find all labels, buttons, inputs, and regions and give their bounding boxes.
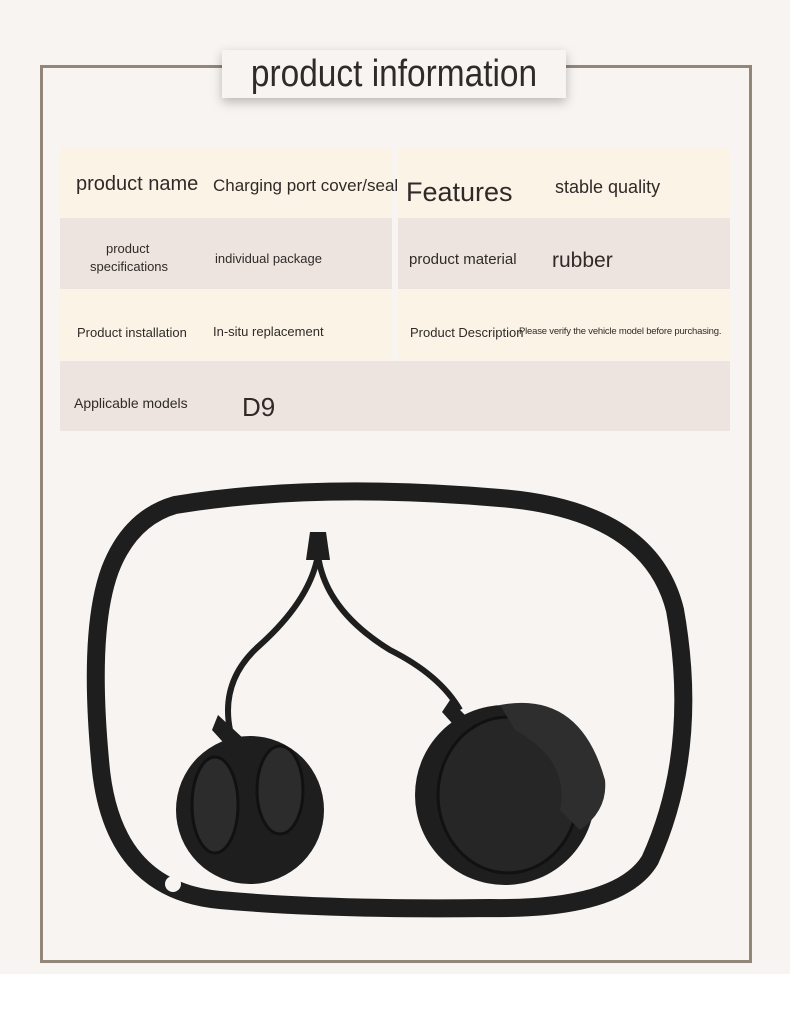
spec-label-product-specifications-line2: specifications <box>90 259 169 274</box>
tether-cord <box>228 532 460 730</box>
spec-cell-features <box>398 147 730 217</box>
spec-label-applicable-models: Applicable models <box>74 395 188 411</box>
spec-value-product-specifications: individual package <box>215 251 322 266</box>
small-cap <box>176 715 324 884</box>
spec-label-product-name: product name <box>76 173 199 195</box>
spec-cell-product-description <box>398 290 730 360</box>
spec-value-product-name: Charging port cover/seal <box>213 176 399 195</box>
spec-cell-product-material <box>398 218 730 289</box>
spec-label-product-specifications-line1: product <box>106 241 150 256</box>
spec-value-product-material: rubber <box>552 249 613 272</box>
spec-label-features: Features <box>406 177 513 207</box>
product-photo <box>60 460 730 940</box>
spec-label-product-description: Product Description <box>410 325 524 340</box>
spec-cell-product-name <box>60 147 399 217</box>
spec-cell-product-installation <box>60 290 392 360</box>
spec-label-product-material: product material <box>409 251 517 268</box>
spec-value-features: stable quality <box>555 177 661 197</box>
spec-cell-applicable-models <box>60 361 730 431</box>
spec-value-product-description: Please verify the vehicle model before purchasing. <box>519 326 722 337</box>
spec-value-product-installation: In-situ replacement <box>213 324 324 339</box>
seal-ring <box>96 491 684 908</box>
spec-cell-product-specifications <box>60 218 392 289</box>
spec-value-applicable-models: D9 <box>242 392 276 422</box>
large-cap <box>415 700 605 885</box>
page-title: product information <box>250 53 538 95</box>
spec-label-product-installation: Product installation <box>77 325 187 340</box>
